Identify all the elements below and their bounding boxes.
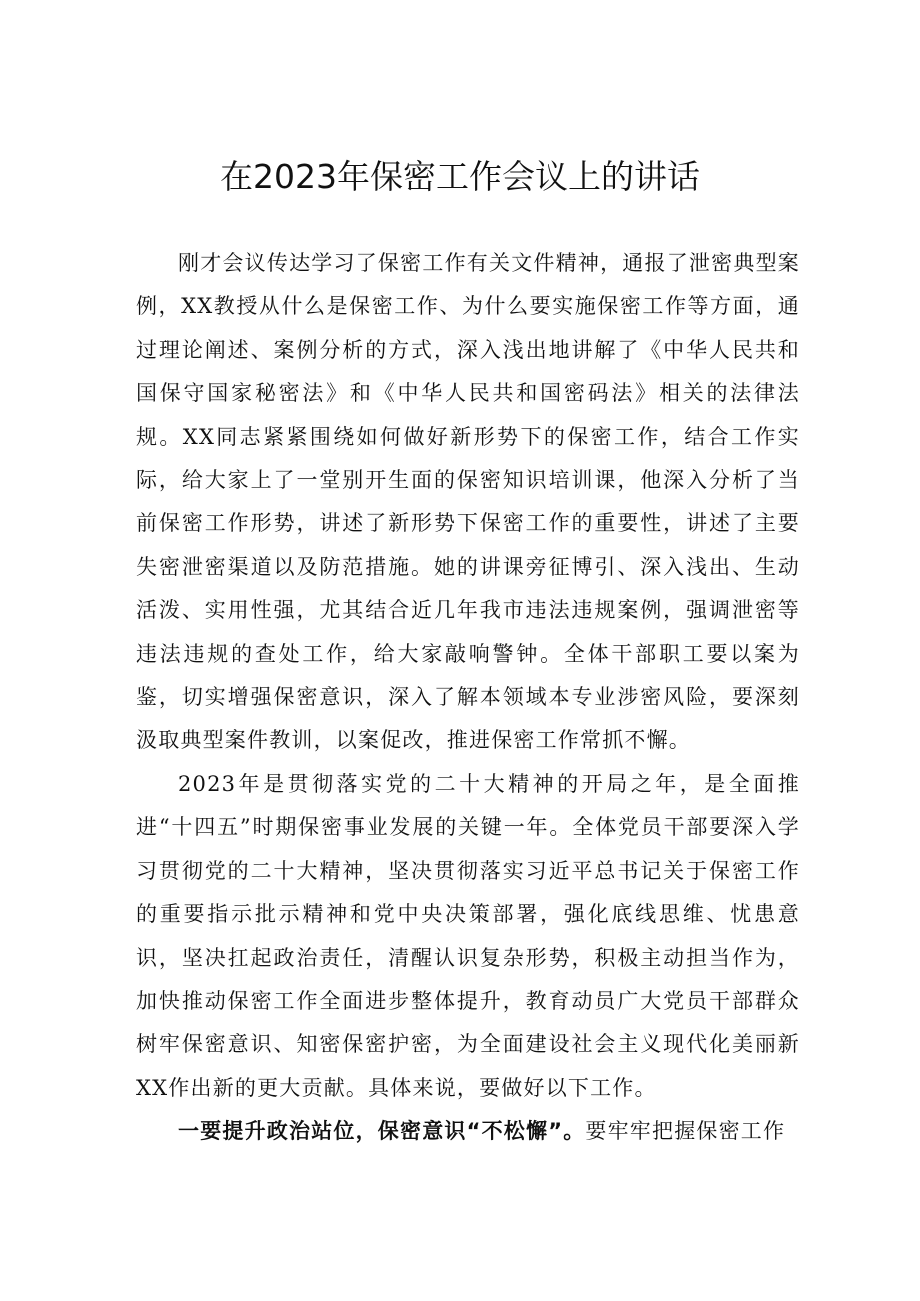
paragraph-3 (136, 1110, 800, 1153)
document-body (136, 242, 800, 1154)
document-title: 在2023年保密工作会议上的讲话 (220, 157, 700, 196)
paragraph-1: 刚才会议传达学习了保密工作有关文件精神，通报了泄密典型案例，XX教授从什么是保密工作、为什么要实施保密工作等方面，通过理论阐述、案例分析的方式，深入浅出地讲解了《中华人民共和国保守国家秘密法》和《中华人民共和国密码法》相关的法律法规。XX同志紧紧围绕如何做好新形势下的保密工作，结合工作实际，给大家上了一堂别开生面的保密知识培训课，他深入分析了当前保密工作形势，讲述了新形势下保密工作的重要性，讲述了主要失密泄密渠道以及防范措施。她的讲课旁征博引、深入浅出、生动活泼、实用性强，尤其结合近几年我市违法违规案例，强调泄密等违法违规的查处工作，给大家敲响警钟。全体干部职工要以案为鉴，切实增强保密意识，深入了解本领域本专业涉密风险，要深刻汲取典型案件教训，以案促改，推进保密工作常抓不懈。 (136, 251, 800, 753)
paragraph-2: 2023年是贯彻落实党的二十大精神的开局之年，是全面推进“十四五”时期保密事业发展的关键一年。全体党员干部要深入学习贯彻党的二十大精神，坚决贯彻落实习近平总书记关于保密工作的重要指示批示精神和党中央决策部署，强化底线思维、忧患意识，坚决扛起政治责任，清醒认识复杂形势，积极主动担当作为，加快推动保密工作全面进步整体提升，教育动员广大党员干部群众树牢保密意识、知密保密护密，为全面建设社会主义现代化美丽新XX作出新的更大贡献。具体来说，要做好以下工作。 (136, 771, 800, 1100)
paragraph-3-text: 要牢牢把握保密工作 (585, 1119, 786, 1144)
paragraph-3-heading: 一要提升政治站位，保密意识“不松懈”。 (178, 1119, 586, 1144)
